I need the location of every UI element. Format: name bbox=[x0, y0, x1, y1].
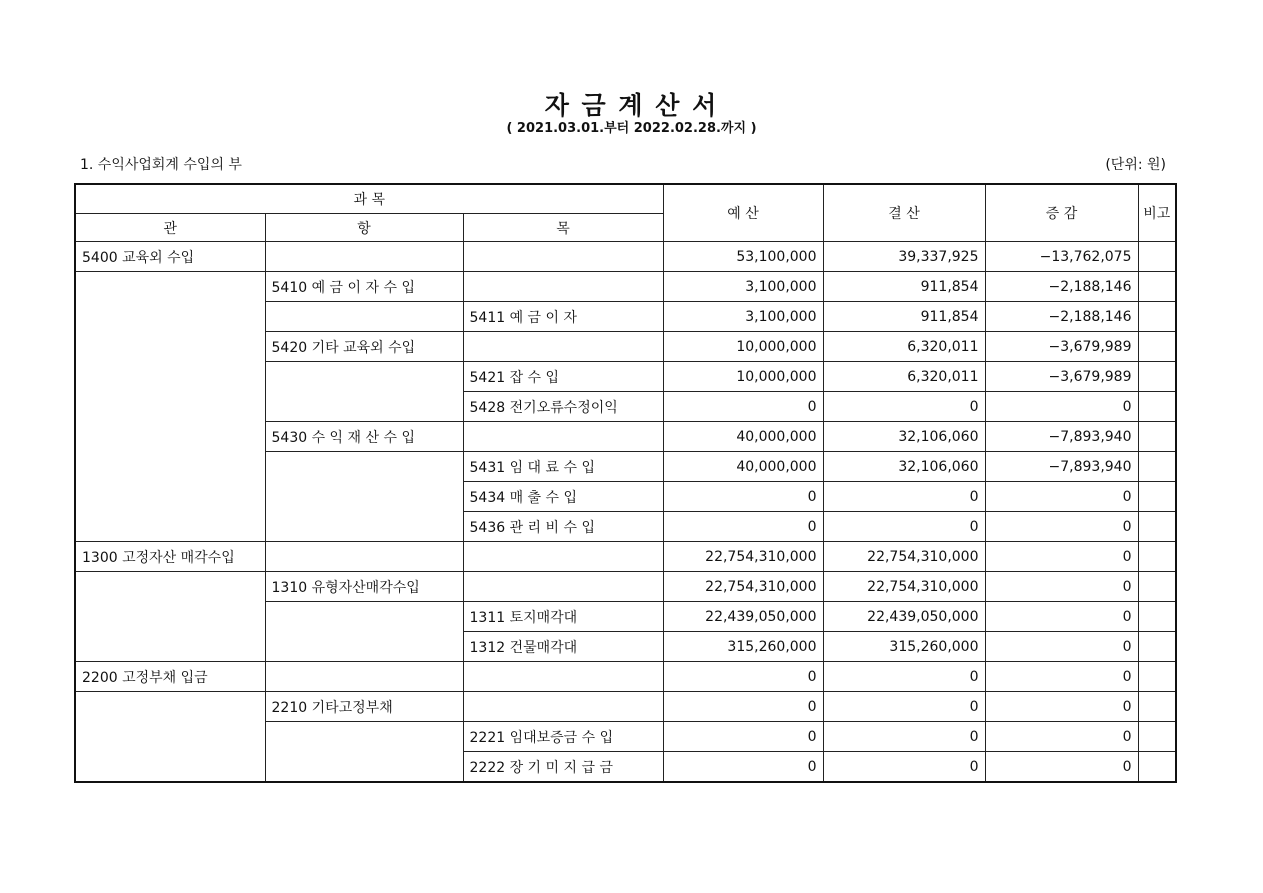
cell-settlement: 0 bbox=[823, 752, 985, 783]
cell-budget: 0 bbox=[663, 752, 823, 783]
cell-hang bbox=[265, 662, 463, 692]
cell-budget: 3,100,000 bbox=[663, 272, 823, 302]
cell-budget: 0 bbox=[663, 722, 823, 752]
cell-settlement: 32,106,060 bbox=[823, 422, 985, 452]
cell-gwan bbox=[75, 572, 265, 662]
cell-remark bbox=[1138, 632, 1176, 662]
cell-settlement: 0 bbox=[823, 722, 985, 752]
cell-settlement: 32,106,060 bbox=[823, 452, 985, 482]
cell-remark bbox=[1138, 452, 1176, 482]
cell-settlement: 0 bbox=[823, 512, 985, 542]
cell-budget: 315,260,000 bbox=[663, 632, 823, 662]
table-row bbox=[75, 572, 1176, 602]
cell-settlement: 0 bbox=[823, 662, 985, 692]
cell-remark bbox=[1138, 722, 1176, 752]
cell-hang: 5430 수 익 재 산 수 입 bbox=[265, 422, 463, 452]
cell-change: 0 bbox=[985, 692, 1138, 722]
cell-budget: 40,000,000 bbox=[663, 452, 823, 482]
cell-mok: 5411 예 금 이 자 bbox=[463, 302, 663, 332]
cell-remark bbox=[1138, 752, 1176, 783]
table-row bbox=[75, 542, 1176, 572]
cell-change: −2,188,146 bbox=[985, 272, 1138, 302]
cell-hang: 1310 유형자산매각수입 bbox=[265, 572, 463, 602]
cell-settlement: 6,320,011 bbox=[823, 362, 985, 392]
cell-settlement: 0 bbox=[823, 692, 985, 722]
cell-budget: 0 bbox=[663, 392, 823, 422]
cell-mok: 1311 토지매각대 bbox=[463, 602, 663, 632]
cell-mok bbox=[463, 422, 663, 452]
header-budget: 예 산 bbox=[663, 184, 823, 242]
cell-change: 0 bbox=[985, 722, 1138, 752]
cell-budget: 0 bbox=[663, 692, 823, 722]
header-mok: 목 bbox=[463, 214, 663, 242]
cell-remark bbox=[1138, 662, 1176, 692]
cell-remark bbox=[1138, 422, 1176, 452]
cell-hang: 5410 예 금 이 자 수 입 bbox=[265, 272, 463, 302]
period-range: ( 2021.03.01.부터 2022.02.28.까지 ) bbox=[506, 121, 757, 136]
cell-mok: 2222 장 기 미 지 급 금 bbox=[463, 752, 663, 783]
cell-settlement: 0 bbox=[823, 482, 985, 512]
cell-gwan: 5400 교육외 수입 bbox=[75, 242, 265, 272]
cell-mok: 2221 임대보증금 수 입 bbox=[463, 722, 663, 752]
cell-settlement: 6,320,011 bbox=[823, 332, 985, 362]
header-remark: 비고 bbox=[1138, 184, 1176, 242]
cell-remark bbox=[1138, 362, 1176, 392]
cell-mok: 1312 건물매각대 bbox=[463, 632, 663, 662]
cell-budget: 0 bbox=[663, 512, 823, 542]
cell-hang: 2210 기타고정부채 bbox=[265, 692, 463, 722]
cell-budget: 22,439,050,000 bbox=[663, 602, 823, 632]
cell-hang bbox=[265, 242, 463, 272]
cell-change: 0 bbox=[985, 572, 1138, 602]
cell-change: −13,762,075 bbox=[985, 242, 1138, 272]
cell-budget: 0 bbox=[663, 662, 823, 692]
cell-budget: 10,000,000 bbox=[663, 362, 823, 392]
cell-budget: 53,100,000 bbox=[663, 242, 823, 272]
header-hang: 항 bbox=[265, 214, 463, 242]
cell-remark bbox=[1138, 542, 1176, 572]
cell-budget: 22,754,310,000 bbox=[663, 542, 823, 572]
cell-hang: 5420 기타 교육외 수입 bbox=[265, 332, 463, 362]
cell-budget: 0 bbox=[663, 482, 823, 512]
cell-mok: 5434 매 출 수 입 bbox=[463, 482, 663, 512]
unit-label: (단위: 원) bbox=[1105, 157, 1166, 173]
cell-settlement: 911,854 bbox=[823, 302, 985, 332]
cell-hang bbox=[265, 542, 463, 572]
cell-mok bbox=[463, 542, 663, 572]
cell-remark bbox=[1138, 242, 1176, 272]
cell-change: 0 bbox=[985, 542, 1138, 572]
cell-hang bbox=[265, 722, 463, 783]
cell-gwan bbox=[75, 692, 265, 783]
cell-change: 0 bbox=[985, 752, 1138, 783]
cell-change: −2,188,146 bbox=[985, 302, 1138, 332]
cell-budget: 10,000,000 bbox=[663, 332, 823, 362]
cell-change: 0 bbox=[985, 392, 1138, 422]
cell-remark bbox=[1138, 302, 1176, 332]
table-row bbox=[75, 272, 1176, 302]
cell-remark bbox=[1138, 512, 1176, 542]
cell-change: −3,679,989 bbox=[985, 362, 1138, 392]
cell-mok: 5428 전기오류수정이익 bbox=[463, 392, 663, 422]
cell-settlement: 315,260,000 bbox=[823, 632, 985, 662]
section-heading: 1. 수익사업회계 수입의 부 bbox=[80, 157, 242, 173]
table-row bbox=[75, 662, 1176, 692]
cell-change: 0 bbox=[985, 512, 1138, 542]
cell-settlement: 911,854 bbox=[823, 272, 985, 302]
fund-statement-table bbox=[74, 183, 1177, 783]
cell-budget: 22,754,310,000 bbox=[663, 572, 823, 602]
cell-settlement: 22,754,310,000 bbox=[823, 572, 985, 602]
cell-remark bbox=[1138, 572, 1176, 602]
cell-mok bbox=[463, 662, 663, 692]
cell-change: 0 bbox=[985, 662, 1138, 692]
cell-change: −7,893,940 bbox=[985, 452, 1138, 482]
cell-settlement: 22,439,050,000 bbox=[823, 602, 985, 632]
cell-remark bbox=[1138, 602, 1176, 632]
cell-hang bbox=[265, 452, 463, 542]
cell-mok bbox=[463, 242, 663, 272]
cell-remark bbox=[1138, 392, 1176, 422]
table-row bbox=[75, 692, 1176, 722]
cell-remark bbox=[1138, 272, 1176, 302]
header-settlement: 결 산 bbox=[823, 184, 985, 242]
cell-settlement: 22,754,310,000 bbox=[823, 542, 985, 572]
cell-mok bbox=[463, 572, 663, 602]
cell-hang bbox=[265, 302, 463, 332]
cell-change: 0 bbox=[985, 632, 1138, 662]
cell-gwan: 1300 고정자산 매각수입 bbox=[75, 542, 265, 572]
cell-mok: 5436 관 리 비 수 입 bbox=[463, 512, 663, 542]
cell-mok bbox=[463, 332, 663, 362]
cell-settlement: 39,337,925 bbox=[823, 242, 985, 272]
cell-gwan bbox=[75, 272, 265, 542]
cell-budget: 40,000,000 bbox=[663, 422, 823, 452]
header-gwan: 관 bbox=[75, 214, 265, 242]
cell-remark bbox=[1138, 692, 1176, 722]
cell-mok: 5431 임 대 료 수 입 bbox=[463, 452, 663, 482]
cell-settlement: 0 bbox=[823, 392, 985, 422]
table-body bbox=[75, 242, 1176, 783]
cell-mok bbox=[463, 272, 663, 302]
cell-change: 0 bbox=[985, 602, 1138, 632]
table-row bbox=[75, 242, 1176, 272]
header-subject: 과 목 bbox=[75, 184, 663, 214]
cell-hang bbox=[265, 362, 463, 422]
document-title: 자 금 계 산 서 bbox=[544, 91, 719, 120]
cell-change: −3,679,989 bbox=[985, 332, 1138, 362]
cell-hang bbox=[265, 602, 463, 662]
cell-budget: 3,100,000 bbox=[663, 302, 823, 332]
cell-mok: 5421 잡 수 입 bbox=[463, 362, 663, 392]
cell-change: 0 bbox=[985, 482, 1138, 512]
cell-change: −7,893,940 bbox=[985, 422, 1138, 452]
cell-remark bbox=[1138, 482, 1176, 512]
header-change: 증 감 bbox=[985, 184, 1138, 242]
cell-remark bbox=[1138, 332, 1176, 362]
cell-gwan: 2200 고정부채 입금 bbox=[75, 662, 265, 692]
cell-mok bbox=[463, 692, 663, 722]
